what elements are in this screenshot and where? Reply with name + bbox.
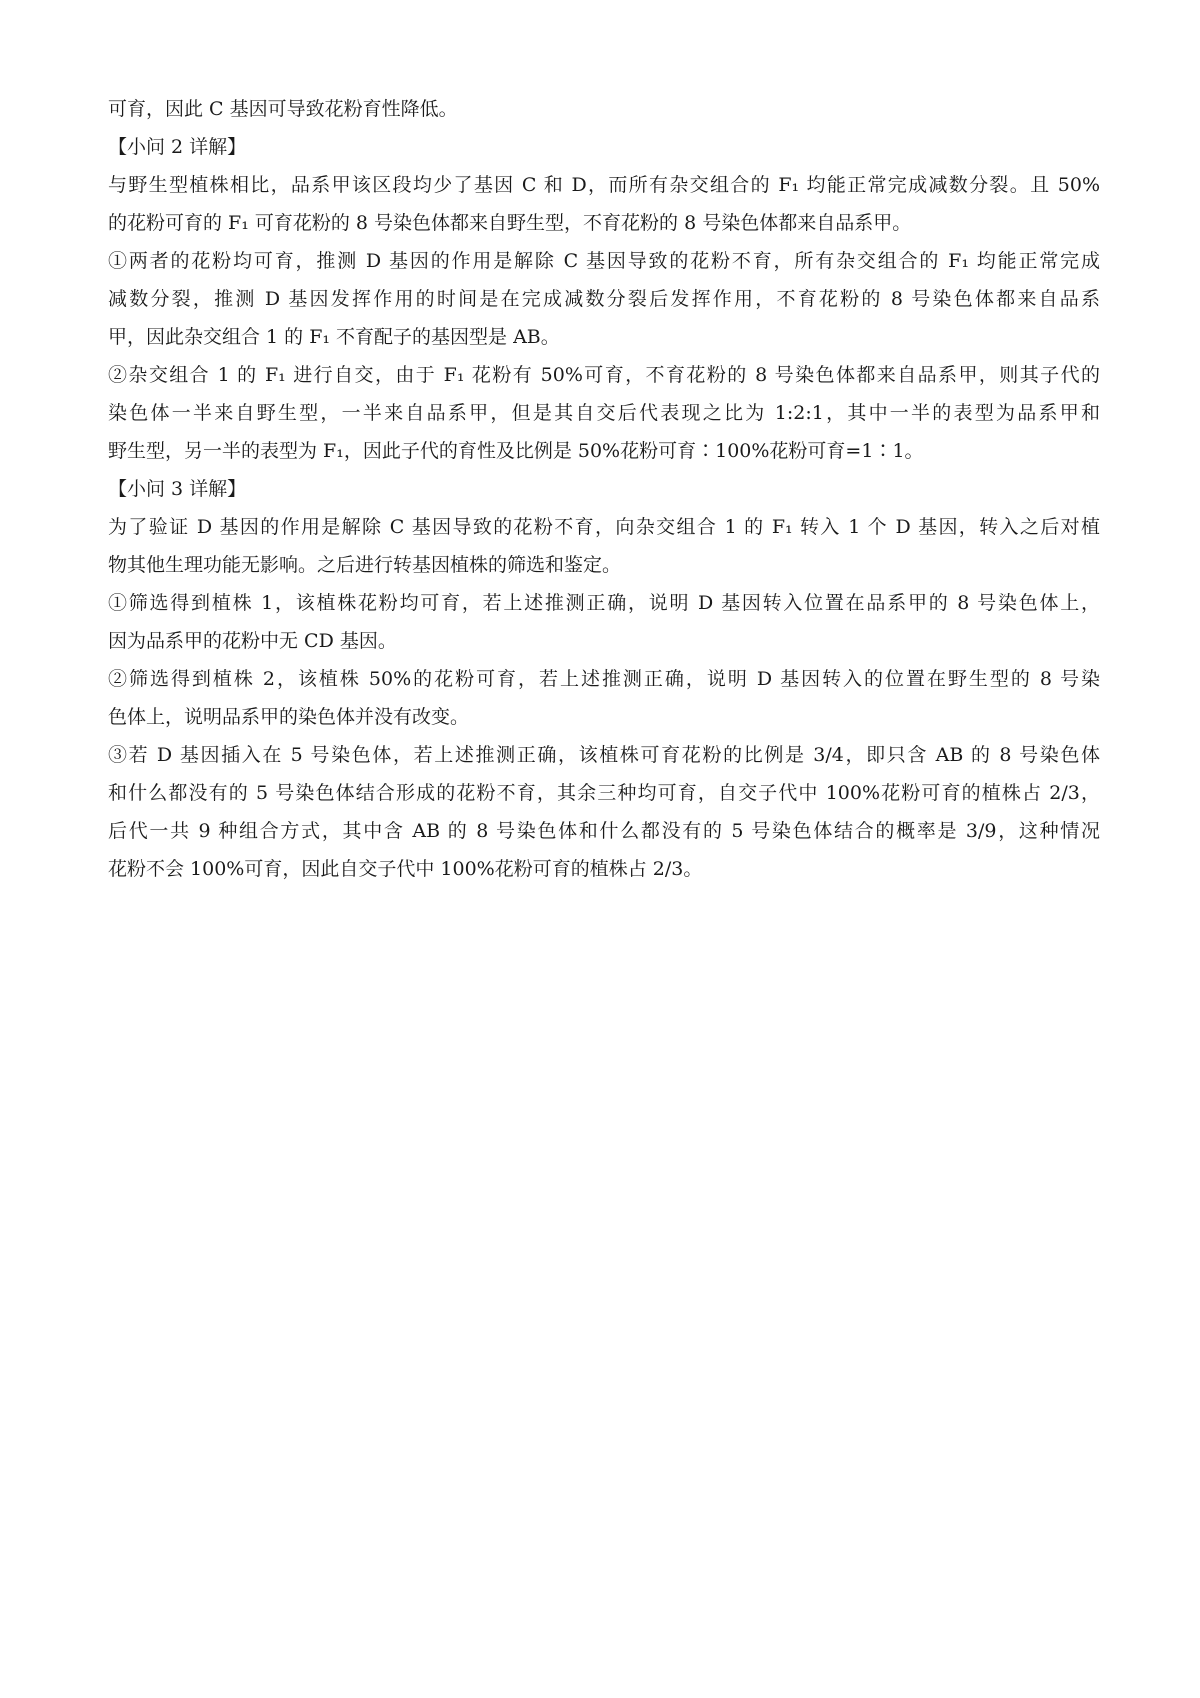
paragraph-line: 后代一共 9 种组合方式，其中含 AB 的 8 号染色体和什么都没有的 5 号染色体结合的概率是 3/9，这种情况 [108,820,1100,842]
paragraph-line: 和什么都没有的 5 号染色体结合形成的花粉不育，其余三种均可育，自交子代中 100%花粉可育的植株占 2/3， [108,782,1100,804]
paragraph-line: 减数分裂，推测 D 基因发挥作用的时间是在完成减数分裂后发挥作用，不育花粉的 8 号染色体都来自品系 [108,288,1100,310]
paragraph-line: 与野生型植株相比，品系甲该区段均少了基因 C 和 D，而所有杂交组合的 F₁ 均能正常完成减数分裂。且 50% [108,174,1100,196]
section-heading: 【小问 2 详解】 [108,136,247,158]
section-heading: 【小问 3 详解】 [108,478,247,500]
paragraph-line: 色体上，说明品系甲的染色体并没有改变。 [108,706,470,728]
paragraph-line: ①两者的花粉均可育，推测 D 基因的作用是解除 C 基因导致的花粉不育，所有杂交组合的 F₁ 均能正常完成 [108,250,1100,272]
paragraph-line: ②杂交组合 1 的 F₁ 进行自交，由于 F₁ 花粉有 50%可育，不育花粉的 8 号染色体都来自品系甲，则其子代的 [108,364,1100,386]
paragraph-line: ③若 D 基因插入在 5 号染色体，若上述推测正确，该植株可育花粉的比例是 3/4，即只含 AB 的 8 号染色体 [108,744,1100,766]
paragraph-line: 花粉不会 100%可育，因此自交子代中 100%花粉可育的植株占 2/3。 [108,858,703,880]
paragraph-line: 为了验证 D 基因的作用是解除 C 基因导致的花粉不育，向杂交组合 1 的 F₁ 转入 1 个 D 基因，转入之后对植 [108,516,1100,538]
paragraph-line: 物其他生理功能无影响。之后进行转基因植株的筛选和鉴定。 [108,554,622,576]
document-page [108,90,1100,888]
paragraph-line: ①筛选得到植株 1，该植株花粉均可育，若上述推测正确，说明 D 基因转入位置在品系甲的 8 号染色体上， [108,592,1100,614]
paragraph-line: 可育，因此 C 基因可导致花粉育性降低。 [108,98,458,120]
paragraph-line: 因为品系甲的花粉中无 CD 基因。 [108,630,397,652]
paragraph-line: 野生型，另一半的表型为 F₁，因此子代的育性及比例是 50%花粉可育∶100%花粉可育=1∶1。 [108,440,924,462]
paragraph-line: ②筛选得到植株 2，该植株 50%的花粉可育，若上述推测正确，说明 D 基因转入的位置在野生型的 8 号染 [108,668,1100,690]
paragraph-line: 甲，因此杂交组合 1 的 F₁ 不育配子的基因型是 AB。 [108,326,560,348]
paragraph-line: 染色体一半来自野生型，一半来自品系甲，但是其自交后代表现之比为 1:2:1，其中一半的表型为品系甲和 [108,402,1100,424]
paragraph-line: 的花粉可育的 F₁ 可育花粉的 8 号染色体都来自野生型，不育花粉的 8 号染色体都来自品系甲。 [108,212,912,234]
